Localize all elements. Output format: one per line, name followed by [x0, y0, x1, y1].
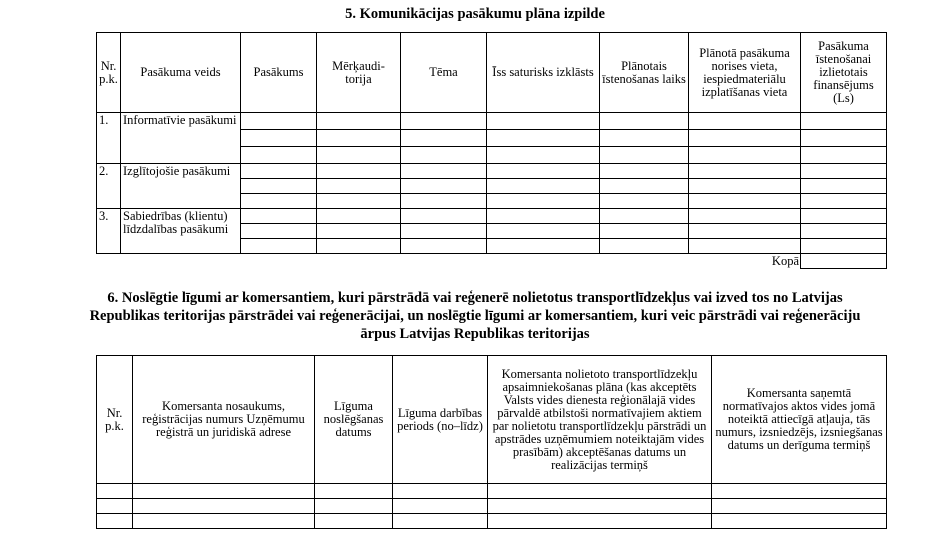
header-venue: Plānotā pasākuma norises vieta, iespiedmateriālu izplatīšanas vieta — [689, 33, 801, 113]
header-planned-time: Plānotais īstenošanas laiks — [600, 33, 689, 113]
contracts-table — [96, 355, 887, 529]
row-nr: 1. — [97, 113, 121, 164]
table-header-row — [97, 356, 887, 484]
row-nr: 2. — [97, 164, 121, 209]
section-6-title: 6. Noslēgtie līgumi ar komersantiem, kuri pārstrādā vai reģenerē nolietotus transportlīdzekļus vai izved tos no Latvijas Republikas teritorijas pārstrādei vai reģenerācijai, un noslēgtie līgumi ar komersantiem, kuri veic pārstrādi vai reģenerāciju ārpus Latvijas Republikas teritorijas — [89, 290, 861, 342]
header-nr: Nr. p.k. — [97, 356, 133, 484]
table-header-row — [97, 33, 887, 113]
header-summary: Īss saturisks izklāsts — [487, 33, 600, 113]
table-row — [97, 484, 887, 499]
communication-plan-table — [96, 32, 887, 269]
header-event-type: Pasākuma veids — [121, 33, 241, 113]
header-contract-date: Līguma noslēgšanas datums — [315, 356, 393, 484]
row-nr: 3. — [97, 209, 121, 254]
header-topic: Tēma — [401, 33, 487, 113]
section-5-title: 5. Komunikācijas pasākumu plāna izpilde — [345, 6, 605, 22]
total-label: Kopā — [689, 254, 801, 269]
header-company: Komersanta nosaukums, reģistrācijas numurs Uzņēmumu reģistrā un juridiskā adrese — [133, 356, 315, 484]
total-row — [97, 254, 887, 269]
header-nr: Nr. p.k. — [97, 33, 121, 113]
header-event: Pasākums — [241, 33, 317, 113]
header-funding: Pasākuma īstenošanai izlietotais finansējums (Ls) — [801, 33, 887, 113]
total-value — [801, 254, 887, 269]
header-contract-period: Līguma darbības periods (no–līdz) — [393, 356, 488, 484]
header-audience: Mērķaudi-torija — [317, 33, 401, 113]
row-category: Informatīvie pasākumi — [121, 113, 241, 164]
header-permit: Komersanta saņemtā normatīvajos aktos vides jomā noteiktā attiecīgā atļauja, tās numurs, izsniedzējs, izsniegšanas datums un derīguma termiņš — [712, 356, 887, 484]
row-category: Izglītojošie pasākumi — [121, 164, 241, 209]
table-row — [97, 113, 887, 130]
table-row — [97, 164, 887, 179]
table-row — [97, 499, 887, 514]
table-row — [97, 514, 887, 529]
row-category: Sabiedrības (klientu) līdzdalības pasākumi — [121, 209, 241, 254]
header-plan-acceptance: Komersanta nolietoto transportlīdzekļu apsaimniekošanas plāna (kas akceptēts Valsts vides dienesta reģionālajā vides pārvaldē atbilstoši normatīvajiem aktiem par nolietotu transportlīdzekļu pārstrādi un apstrādes uzņēmumiem noteiktajām vides prasībām) akceptēšanas datums un realizācijas termiņš — [488, 356, 712, 484]
table-row — [97, 209, 887, 224]
